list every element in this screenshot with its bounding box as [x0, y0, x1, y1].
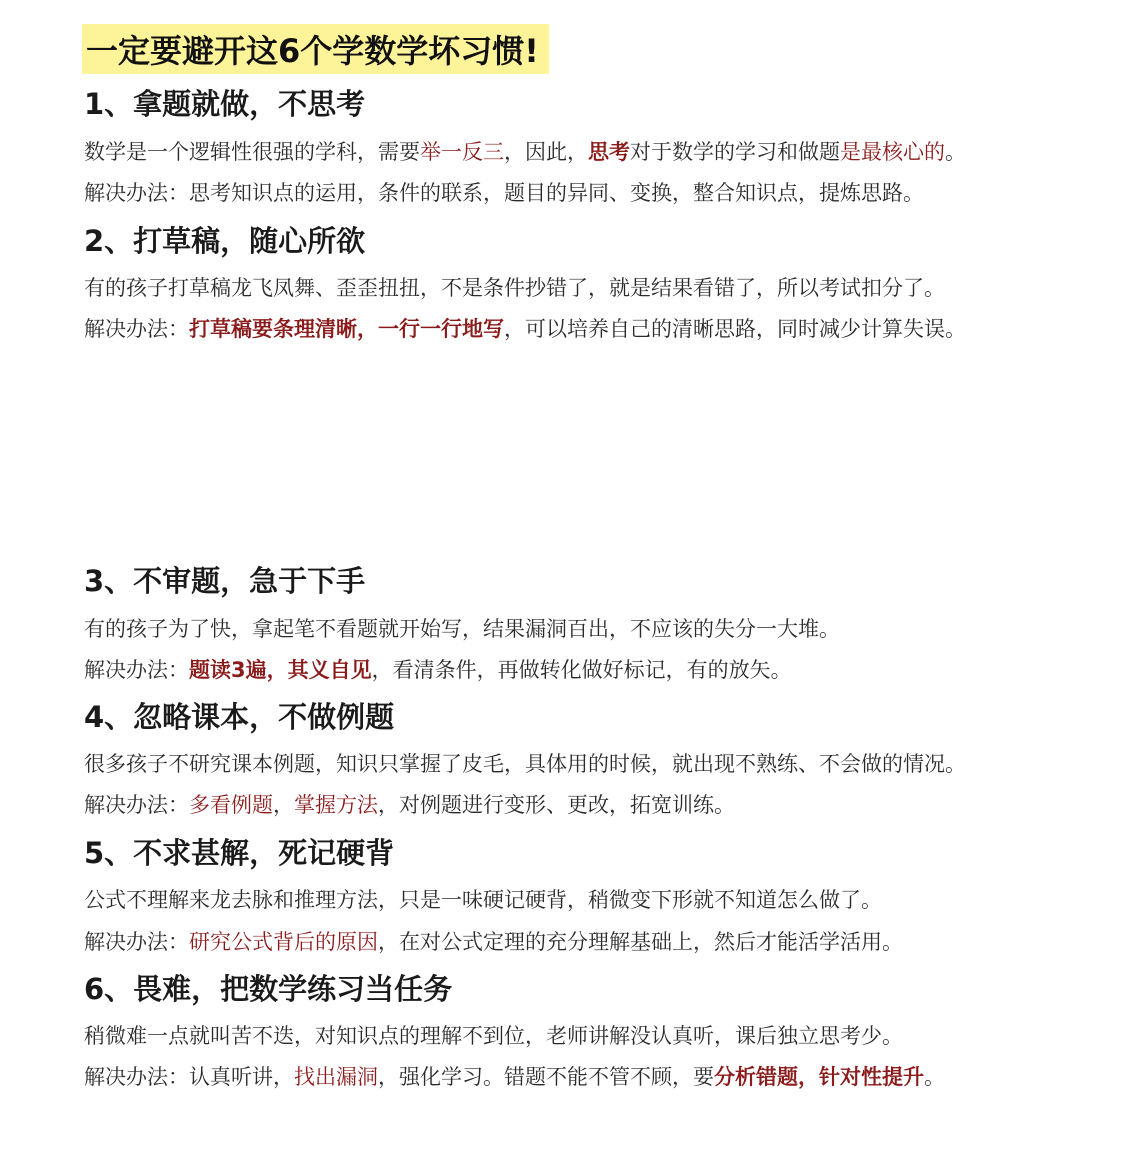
emphasis-text: 掌握方法 — [294, 793, 378, 817]
solution-text: 解决办法：思考知识点的运用，条件的联系，题目的异同、变换，整合知识点，提炼思路。 — [84, 181, 924, 205]
solution-text: ，看清条件，再做转化做好标记，有的放矢。 — [371, 658, 792, 682]
solution-label: 解决办法： — [84, 793, 189, 817]
section-3-solution — [84, 654, 792, 686]
section-4-heading: 4、忽略课本，不做例题 — [84, 700, 395, 734]
section-4-solution — [84, 789, 735, 821]
section-5-heading: 5、不求甚解，死记硬背 — [84, 836, 395, 870]
section-3-heading: 3、不审题，急于下手 — [84, 564, 366, 598]
desc-text: 稍微难一点就叫苦不迭，对知识点的理解不到位，老师讲解没认真听，课后独立思考少。 — [84, 1024, 903, 1048]
section-1-solution — [84, 177, 924, 209]
desc-text: 很多孩子不研究课本例题，知识只掌握了皮毛，具体用的时候，就出现不熟练、不会做的情况。 — [84, 752, 966, 776]
emphasis-text: 思考 — [588, 140, 630, 164]
solution-label: 解决办法： — [84, 930, 189, 954]
solution-label: 解决办法： — [84, 317, 189, 341]
section-5-solution — [84, 926, 903, 958]
desc-text: 对于数学的学习和做题 — [630, 140, 840, 164]
emphasis-text: 多看例题 — [189, 793, 273, 817]
emphasis-text: 举一反三 — [420, 140, 504, 164]
solution-label: 解决办法：认真听讲， — [84, 1065, 294, 1089]
desc-text: 有的孩子打草稿龙飞凤舞、歪歪扭扭，不是条件抄错了，就是结果看错了，所以考试扣分了。 — [84, 276, 945, 300]
desc-text: 公式不理解来龙去脉和推理方法，只是一味硬记硬背，稍微变下形就不知道怎么做了。 — [84, 888, 882, 912]
solution-text: ， — [273, 793, 294, 817]
emphasis-text: 题读3遍，其义自见 — [189, 658, 372, 682]
section-2-heading: 2、打草稿，随心所欲 — [84, 224, 366, 258]
desc-text: 有的孩子为了快，拿起笔不看题就开始写，结果漏洞百出，不应该的失分一大堆。 — [84, 617, 840, 641]
section-3-description — [84, 613, 840, 645]
solution-text: ，在对公式定理的充分理解基础上，然后才能活学活用。 — [378, 930, 903, 954]
section-4-description — [84, 748, 966, 780]
section-6-heading: 6、畏难，把数学练习当任务 — [84, 972, 453, 1006]
emphasis-text: 研究公式背后的原因 — [189, 930, 378, 954]
solution-text: ，可以培养自己的清晰思路，同时减少计算失误。 — [504, 317, 966, 341]
section-6-description — [84, 1020, 903, 1052]
emphasis-text: 分析错题，针对性提升 — [714, 1065, 924, 1089]
emphasis-text: 是最核心的 — [840, 140, 945, 164]
emphasis-text: 找出漏洞 — [294, 1065, 378, 1089]
section-2-description — [84, 272, 945, 304]
section-2-solution — [84, 313, 966, 345]
emphasis-text: 打草稿要条理清晰，一行一行地写 — [189, 317, 504, 341]
section-6-solution — [84, 1061, 945, 1093]
section-1-heading: 1、拿题就做，不思考 — [84, 87, 366, 121]
solution-text: ，强化学习。错题不能不管不顾，要 — [378, 1065, 714, 1089]
desc-text: ，因此， — [504, 140, 588, 164]
solution-text: ，对例题进行变形、更改，拓宽训练。 — [378, 793, 735, 817]
solution-label: 解决办法： — [84, 658, 189, 682]
desc-text: 数学是一个逻辑性很强的学科，需要 — [84, 140, 420, 164]
solution-text: 。 — [924, 1065, 945, 1089]
section-5-description — [84, 884, 882, 916]
title-highlight — [82, 24, 549, 74]
page-title: 一定要避开这6个学数学坏习惯! — [86, 32, 539, 70]
section-1-description — [84, 136, 966, 168]
desc-text: 。 — [945, 140, 966, 164]
